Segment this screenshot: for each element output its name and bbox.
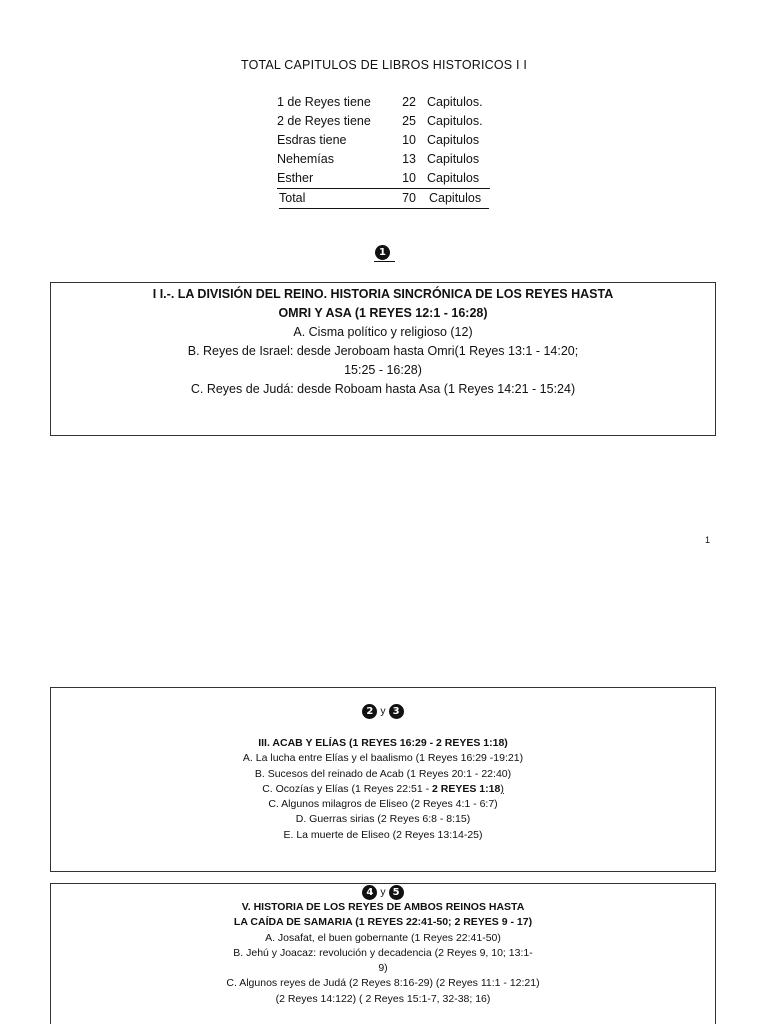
book-name: Esdras tiene: [277, 133, 347, 147]
marker-underline: [374, 261, 395, 262]
book-name: 1 de Reyes tiene: [277, 95, 371, 109]
table-row: [277, 131, 490, 150]
number-one-marker: 1: [375, 245, 390, 260]
table-row: [277, 93, 490, 112]
chapter-count: 10: [402, 133, 416, 147]
number-five-marker: 5: [389, 885, 404, 900]
book-name: Nehemías: [277, 152, 334, 166]
page-number: 1: [705, 535, 711, 545]
books-chapter-table: [277, 93, 490, 209]
item-bold-ref: 2 REYES 1:18: [432, 782, 501, 795]
chapter-unit: Capitulos.: [427, 95, 483, 109]
conjunction: y: [380, 705, 386, 718]
outline-item: A. La lucha entre Elías y el baalismo (1 Reyes 16:29 -19:21): [242, 752, 524, 765]
conjunction: y: [380, 886, 386, 898]
chapter-count: 13: [402, 152, 416, 166]
chapter-count: 10: [402, 171, 416, 185]
total-unit: Capitulos: [429, 191, 482, 205]
outline-item: D. Guerras sirias (2 Reyes 6:8 - 8:15): [295, 813, 471, 826]
section-markers: [51, 704, 715, 724]
section-title: LA CAÍDA DE SAMARIA (1 REYES 22:41-50; 2 REYES 9 - 17): [233, 916, 533, 929]
page-title: TOTAL CAPITULOS DE LIBROS HISTORICOS I I: [240, 58, 528, 72]
section-markers: [51, 884, 715, 900]
section-title: III. ACAB Y ELÍAS (1 REYES 16:29 - 2 REYES 1:18): [258, 737, 508, 749]
chapter-unit: Capitulos: [427, 171, 480, 185]
table-row: [277, 169, 490, 189]
outline-item: C. Reyes de Judá: desde Roboam hasta Asa (1 Reyes 14:21 - 15:24): [190, 382, 576, 396]
outline-item: 15:25 - 16:28): [344, 363, 422, 377]
number-two-marker: 2: [362, 704, 377, 719]
total-count: 70: [402, 191, 416, 205]
number-four-marker: 4: [362, 885, 377, 900]
chapter-unit: Capitulos: [427, 133, 480, 147]
section-title: V. HISTORIA DE LOS REYES DE AMBOS REINOS HASTA: [241, 901, 525, 913]
outline-item: 9): [378, 962, 388, 975]
item-text: ): [500, 782, 504, 795]
chapter-count: 22: [402, 95, 416, 109]
book-name: Esther: [277, 171, 314, 185]
section-division-reino: [50, 282, 716, 436]
outline-item: A. Cisma político y religioso (12): [293, 325, 473, 339]
outline-item: C. Algunos milagros de Eliseo (2 Reyes 4:1 - 6:7): [268, 798, 498, 811]
chapter-unit: Capitulos: [427, 152, 480, 166]
chapter-count: 25: [402, 114, 416, 128]
section-ambos-reinos: [50, 883, 716, 1024]
outline-item: [51, 782, 715, 797]
book-name: 2 de Reyes tiene: [277, 114, 371, 128]
table-row: [277, 112, 490, 131]
section-title: OMRI Y ASA (1 REYES 12:1 - 16:28): [278, 306, 488, 320]
outline-item: C. Algunos reyes de Judá (2 Reyes 8:16-29) (2 Reyes 11:1 - 12:21): [226, 977, 540, 990]
outline-item: A. Josafat, el buen gobernante (1 Reyes 22:41-50): [265, 931, 501, 944]
outline-item: (2 Reyes 14:122) ( 2 Reyes 15:1-7, 32-38; 16): [275, 992, 491, 1005]
outline-item: B. Jehú y Joacaz: revolución y decadencia (2 Reyes 9, 10; 13:1-: [233, 946, 533, 959]
section-acab-elias: [50, 687, 716, 872]
number-three-marker: 3: [389, 704, 404, 719]
table-total-row: [279, 189, 489, 209]
outline-item: B. Sucesos del reinado de Acab (1 Reyes 20:1 - 22:40): [254, 767, 512, 780]
chapter-unit: Capitulos.: [427, 114, 483, 128]
table-row: [277, 150, 490, 169]
outline-item: B. Reyes de Israel: desde Jeroboam hasta Omri(1 Reyes 13:1 - 14:20;: [187, 344, 579, 358]
section-title: I I.-. LA DIVISIÓN DEL REINO. HISTORIA SINCRÓNICA DE LOS REYES HASTA: [152, 287, 614, 301]
outline-item: E. La muerte de Eliseo (2 Reyes 13:14-25): [283, 828, 483, 841]
item-text: C. Ocozías y Elías (1 Reyes 22:51 -: [262, 782, 433, 795]
total-label: Total: [279, 191, 306, 205]
